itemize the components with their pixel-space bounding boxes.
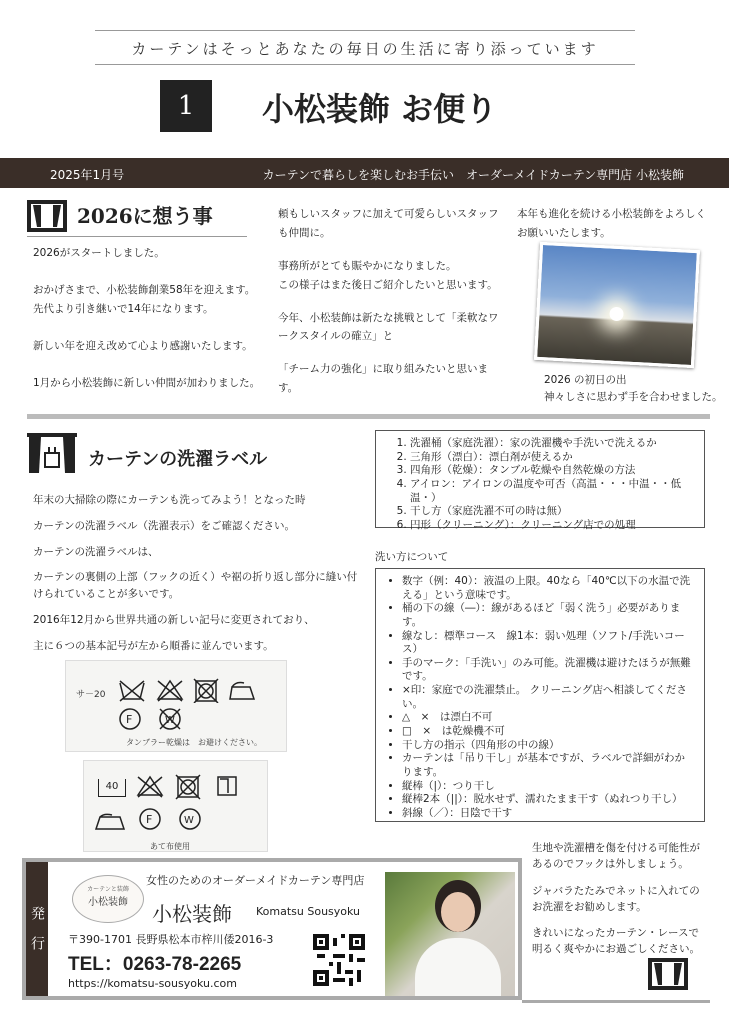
paragraph: 年末の大掃除の際にカーテンも洗ってみよう！となった時 [33,494,306,506]
paragraph: 先代より引き継いで14年になります。 [33,302,214,315]
paragraph: 「チーム力の強化」に取り組みたいと思います。 [278,363,488,395]
tip: きれいになったカーテン・レースで明るく爽やかにお過ごしください。 [532,927,700,956]
list-item: • □ × は乾燥機不可 [402,725,694,739]
staff-portrait [385,872,515,996]
sunrise-photo [534,242,700,368]
list-item: • 縦棒2本（||）：脱水せず、濡れたまま干す（ぬれつり干し） [402,793,694,807]
list-item: 4. アイロン：アイロンの温度や可否（高温・・・中温・・低温・） [410,478,694,505]
issue-banner [0,158,729,188]
howto-title: 洗い方について [375,551,449,563]
list-item: 2. 三角形（漂白）：漂白剤が使えるか [410,451,694,465]
paragraph: 2026がスタートしました。 [33,247,165,259]
newsletter-title: 小松装飾 お便り [262,90,498,128]
curtain-icon [648,958,688,990]
list-item: • 手のマーク：「手洗い」のみ可能。洗濯機は避けたほうが無難です。 [402,657,694,684]
list-item: • カーテンは「吊り干し」が基本ですが、ラベルで詳細がわかります。 [402,752,694,779]
issue-date: 2025年1月号 [50,168,125,182]
company-phone: TEL：0263-78-2265 [68,954,242,975]
qr-code[interactable] [313,934,365,986]
list-item: • 干し方の指示（四角形の中の線） [402,739,694,753]
top-rule [95,30,635,31]
label-tumble-note: タンブラー乾燥は お避けください。 [126,738,262,747]
list-item: • 数字（例：40）：液温の上限。40なら「40℃以下の水温で洗える」という意味です。 [402,575,694,602]
paragraph: 1月から小松装飾に新しい仲間が加わりました。 [33,376,261,389]
logo-name: 小松装飾 [88,897,128,908]
tip: 生地や洗濯槽を傷を付ける可能性があるのでフックは外しましょう。 [532,842,700,871]
svg-text:F: F [126,713,133,726]
logo-small-text: カーテンと装飾 [87,886,129,893]
company-website-link[interactable]: https://komatsu-sousyoku.com [68,977,237,990]
paragraph: カーテンの洗濯ラベルは、 [33,545,159,558]
list-item: • ×印：家庭での洗濯禁止。 クリーニング店へ相談してください。 [402,684,694,711]
list-item: 1. 洗濯桶（家庭洗濯）：家の洗濯機や手洗いで洗えるか [410,437,694,451]
company-name: 小松装飾 [152,902,232,926]
section2-body [33,492,363,655]
paragraph: 頼もしいスタッフに加えて可愛らしいスタッフも仲間に。 [278,208,499,239]
list-item: • △ × は漂白不可 [402,711,694,725]
care-label-photo-2 [83,760,268,852]
window-curtain-icon [27,433,77,473]
label-cloth-note: あて布使用 [150,842,190,851]
list-item: • 縦棒（|）：つり干し [402,780,694,794]
label-wash-temp: 40 [98,779,126,797]
company-name-en: Komatsu Sousyoku [256,905,361,918]
list-item: 5. 干し方（家庭洗濯不可の時は無） [410,505,694,519]
publisher-tag: 発行 [26,862,48,996]
svg-text:F: F [146,813,153,826]
heading-rule [27,236,247,237]
paragraph: 事務所がとても賑やかになりました。 [278,259,457,272]
section1-column2 [278,205,503,398]
list-item: 6. 円形（クリーニング）：クリーニング店での処理 [410,519,694,533]
paragraph: カーテンの洗濯ラベル（洗濯表示）をご確認ください。 [33,519,295,532]
paragraph: おかげさまで、小松装飾創業58年を迎えます。 [33,283,256,296]
list-item: • 線なし：標準コース 線1本：弱い処理（ソフト/手洗いコース） [402,630,694,657]
banner-slogan: カーテンで暮らしを楽しむお手伝い オーダーメイドカーテン専門店 小松装飾 [262,168,684,182]
list-item: 3. 四角形（乾燥）：タンブル乾燥や自然乾燥の方法 [410,464,694,478]
care-label-photo-1 [65,660,287,752]
tagline-rule [95,64,635,65]
washing-tips [532,840,704,958]
paragraph: 新しい年を迎え改めて心より感謝いたします。 [33,339,253,352]
company-logo [72,875,144,923]
caption-line: 神々しさに思わず手を合わせました。 [544,390,723,403]
paragraph: 主に６つの基本記号が左から順番に並んでいます。 [33,639,274,652]
paragraph: 2016年12月から世界共通の新しい記号に変更されており、 [33,613,315,626]
section-separator [27,414,710,419]
company-subtitle: 女性のためのオーダーメイドカーテン専門店 [146,874,365,887]
photo-caption [544,372,724,406]
paragraph: この様子はまた後日ご紹介したいと思います。 [278,278,498,291]
curtain-icon [27,200,67,232]
washing-guide-box [375,568,705,822]
care-symbol-list [375,430,705,531]
section-heading-washing-label: カーテンの洗濯ラベル [88,449,268,470]
paragraph: カーテンの裏側の上部（フックの近く）や裾の折り返し部分に縫い付けられていることが多いです。 [33,571,358,601]
footer-rule [522,1000,710,1003]
list-item: • 斜線（／）：日陰で干す [402,807,694,821]
issue-number: 1 [160,80,212,132]
section1-column1 [33,244,268,392]
tip: ジャバラたたみでネットに入れてのお洗濯をお勧めします。 [532,884,700,913]
svg-text:W: W [165,715,175,726]
section1-column3: 本年も進化を続ける小松装飾をよろしくお願いいたします。 [517,208,706,239]
list-item: • 桶の下の線（―）：線があるほど「弱く洗う」必要があります。 [402,602,694,629]
company-address: 〒390-1701 長野県松本市梓川倭2016-3 [68,933,274,946]
section-heading-2026: 2026に想う事 [77,204,213,228]
label-wash-code: サ－20 [76,690,106,700]
tagline: カーテンはそっとあなたの毎日の生活に寄り添っています [131,40,599,58]
svg-text:W: W [184,815,194,826]
paragraph: 今年、小松装飾は新たな挑戦として「柔軟なワークスタイルの確立」と [278,311,499,343]
caption-line: 2026 の初日の出 [544,374,627,386]
